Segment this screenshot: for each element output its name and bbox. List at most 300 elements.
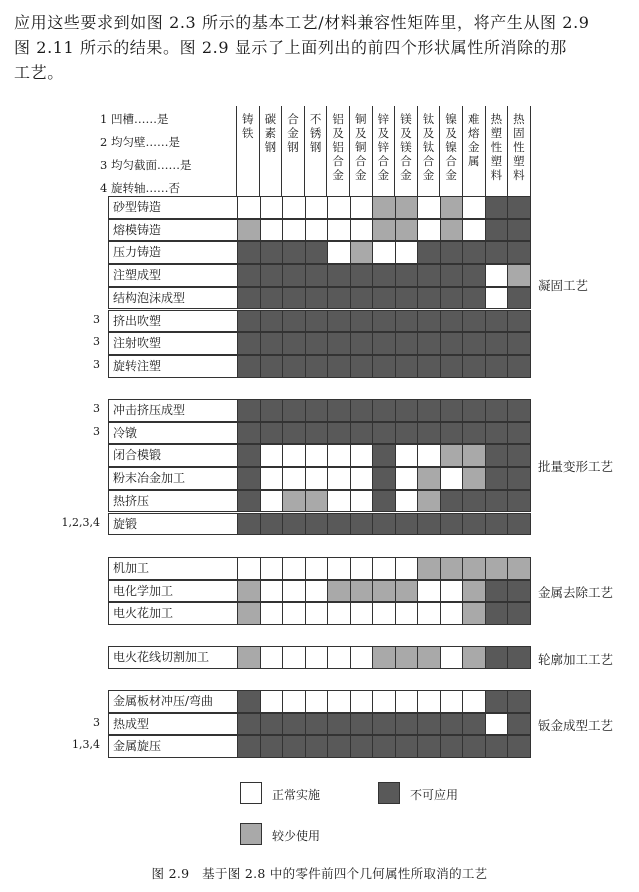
matrix-cell xyxy=(283,580,306,603)
material-column-header: 不 锈 钢 xyxy=(305,106,328,196)
matrix-cell xyxy=(328,490,351,513)
matrix-cell xyxy=(396,332,419,355)
process-label: 挤出吹塑 xyxy=(108,310,237,333)
matrix-cell xyxy=(373,690,396,713)
process-group-label: 轮廓加工工艺 xyxy=(538,652,614,667)
matrix-cell xyxy=(328,310,351,333)
matrix-cell xyxy=(463,332,486,355)
material-column-header: 铝 及 铝 合 金 xyxy=(327,106,350,196)
process-label: 熔模铸造 xyxy=(108,219,237,242)
intro-line-2: 图 2.11 所示的结果。图 2.9 显示了上面列出的前四个形状属性所消除的那 xyxy=(14,38,567,57)
matrix-cell xyxy=(396,602,419,625)
matrix-cell xyxy=(328,399,351,422)
matrix-cell xyxy=(261,355,284,378)
matrix-cell xyxy=(418,332,441,355)
matrix-cell xyxy=(237,355,261,378)
matrix-cell xyxy=(237,287,261,310)
matrix-cell xyxy=(328,355,351,378)
row-cells xyxy=(237,422,531,445)
matrix-cell xyxy=(441,467,464,490)
matrix-cell xyxy=(418,602,441,625)
process-row xyxy=(0,332,639,355)
matrix-cell xyxy=(396,690,419,713)
process-label: 旋转注塑 xyxy=(108,355,237,378)
matrix-cell xyxy=(396,580,419,603)
row-criteria-mark: 3 xyxy=(93,715,100,729)
matrix-cell xyxy=(418,713,441,736)
matrix-cell xyxy=(306,355,329,378)
matrix-cell xyxy=(486,422,509,445)
row-cells xyxy=(237,399,531,422)
process-row xyxy=(0,602,639,625)
matrix-cell xyxy=(486,690,509,713)
matrix-cell xyxy=(283,444,306,467)
matrix-cell xyxy=(328,332,351,355)
matrix-cell xyxy=(306,580,329,603)
matrix-cell xyxy=(508,287,531,310)
matrix-cell xyxy=(396,241,419,264)
matrix-cell xyxy=(261,399,284,422)
matrix-cell xyxy=(486,399,509,422)
matrix-cell xyxy=(508,444,531,467)
matrix-cell xyxy=(351,332,374,355)
matrix-cell xyxy=(441,444,464,467)
matrix-cell xyxy=(441,399,464,422)
matrix-cell xyxy=(261,219,284,242)
criteria-list xyxy=(100,108,235,200)
matrix-cell xyxy=(486,735,509,758)
process-label: 热挤压 xyxy=(108,490,237,513)
process-label: 金属板材冲压/弯曲 xyxy=(108,690,237,713)
matrix-cell xyxy=(463,287,486,310)
row-cells xyxy=(237,467,531,490)
matrix-cell xyxy=(441,602,464,625)
matrix-cell xyxy=(463,713,486,736)
material-column-header: 热 塑 性 塑 料 xyxy=(486,106,509,196)
matrix-cell xyxy=(441,735,464,758)
row-cells xyxy=(237,332,531,355)
process-group-label: 凝固工艺 xyxy=(538,278,589,293)
matrix-cell xyxy=(351,467,374,490)
matrix-cell xyxy=(261,422,284,445)
matrix-cell xyxy=(486,513,509,536)
matrix-cell xyxy=(396,399,419,422)
criterion: 3 均匀截面……是 xyxy=(100,158,192,172)
matrix-cell xyxy=(373,467,396,490)
matrix-cell xyxy=(237,241,261,264)
matrix-cell xyxy=(373,287,396,310)
matrix-cell xyxy=(306,399,329,422)
matrix-cell xyxy=(283,735,306,758)
process-row xyxy=(0,310,639,333)
legend-label-rarely-used: 较少使用 xyxy=(272,829,321,843)
matrix-cell xyxy=(486,557,509,580)
row-cells xyxy=(237,287,531,310)
matrix-cell xyxy=(486,467,509,490)
process-label: 结构泡沫成型 xyxy=(108,287,237,310)
matrix-cell xyxy=(508,196,531,219)
matrix-cell xyxy=(441,332,464,355)
matrix-cell xyxy=(351,602,374,625)
matrix-cell xyxy=(351,513,374,536)
matrix-cell xyxy=(328,690,351,713)
matrix-cell xyxy=(283,399,306,422)
matrix-cell xyxy=(418,241,441,264)
process-row xyxy=(0,690,639,713)
matrix-cell xyxy=(306,735,329,758)
matrix-cell xyxy=(373,602,396,625)
matrix-cell xyxy=(463,513,486,536)
legend-label-normal: 正常实施 xyxy=(272,788,321,802)
matrix-cell xyxy=(486,310,509,333)
matrix-cell xyxy=(261,735,284,758)
process-label: 电化学加工 xyxy=(108,580,237,603)
matrix-cell xyxy=(237,467,261,490)
row-cells xyxy=(237,219,531,242)
matrix-cell xyxy=(283,602,306,625)
matrix-cell xyxy=(237,196,261,219)
matrix-cell xyxy=(441,690,464,713)
row-cells xyxy=(237,355,531,378)
matrix-cell xyxy=(486,713,509,736)
matrix-cell xyxy=(463,219,486,242)
matrix-cell xyxy=(306,713,329,736)
matrix-cell xyxy=(508,241,531,264)
matrix-cell xyxy=(418,557,441,580)
matrix-cell xyxy=(418,399,441,422)
matrix-cell xyxy=(441,713,464,736)
matrix-cell xyxy=(237,310,261,333)
matrix-cell xyxy=(373,196,396,219)
matrix-cell xyxy=(261,332,284,355)
matrix-cell xyxy=(351,219,374,242)
matrix-cell xyxy=(351,713,374,736)
matrix-cell xyxy=(283,310,306,333)
matrix-cell xyxy=(328,444,351,467)
process-group-label: 金属去除工艺 xyxy=(538,585,614,600)
matrix-cell xyxy=(328,241,351,264)
matrix-cell xyxy=(237,557,261,580)
process-label: 机加工 xyxy=(108,557,237,580)
matrix-cell xyxy=(373,219,396,242)
matrix-cell xyxy=(306,422,329,445)
matrix-cell xyxy=(441,196,464,219)
matrix-cell xyxy=(441,355,464,378)
matrix-cell xyxy=(328,735,351,758)
matrix-cell xyxy=(306,646,329,669)
matrix-cell xyxy=(261,602,284,625)
matrix-cell xyxy=(306,557,329,580)
matrix-cell xyxy=(283,219,306,242)
matrix-cell xyxy=(508,580,531,603)
legend-swatch-normal xyxy=(240,782,262,804)
material-column-header: 碳 素 钢 xyxy=(260,106,283,196)
matrix-cell xyxy=(261,580,284,603)
matrix-cell xyxy=(508,690,531,713)
matrix-cell xyxy=(396,513,419,536)
matrix-cell xyxy=(441,580,464,603)
matrix-cell xyxy=(261,444,284,467)
matrix-cell xyxy=(441,219,464,242)
matrix-cell xyxy=(441,557,464,580)
matrix-cell xyxy=(508,422,531,445)
matrix-cell xyxy=(283,513,306,536)
row-criteria-mark: 3 xyxy=(93,424,100,438)
matrix-cell xyxy=(328,580,351,603)
matrix-cell xyxy=(486,241,509,264)
matrix-cell xyxy=(328,602,351,625)
matrix-cell xyxy=(237,444,261,467)
matrix-cell xyxy=(328,264,351,287)
matrix-cell xyxy=(237,399,261,422)
matrix-cell xyxy=(463,580,486,603)
process-label: 砂型铸造 xyxy=(108,196,237,219)
row-cells xyxy=(237,646,531,669)
material-column-header: 合 金 钢 xyxy=(282,106,305,196)
matrix-cell xyxy=(463,310,486,333)
matrix-cell xyxy=(463,690,486,713)
matrix-cell xyxy=(261,490,284,513)
material-column-header: 铜 及 铜 合 金 xyxy=(350,106,373,196)
matrix-cell xyxy=(441,513,464,536)
matrix-cell xyxy=(283,713,306,736)
matrix-cell xyxy=(396,219,419,242)
matrix-cell xyxy=(237,580,261,603)
matrix-cell xyxy=(306,490,329,513)
matrix-cell xyxy=(463,444,486,467)
process-label: 电火花线切割加工 xyxy=(108,646,237,669)
matrix-cell xyxy=(283,287,306,310)
matrix-cell xyxy=(486,196,509,219)
matrix-cell xyxy=(508,399,531,422)
matrix-cell xyxy=(328,513,351,536)
matrix-cell xyxy=(508,310,531,333)
matrix-cell xyxy=(508,713,531,736)
matrix-cell xyxy=(283,332,306,355)
matrix-cell xyxy=(441,490,464,513)
row-cells xyxy=(237,602,531,625)
process-group-label: 钣金成型工艺 xyxy=(538,718,614,733)
matrix-cell xyxy=(373,444,396,467)
matrix-cell xyxy=(486,332,509,355)
legend-label-not-applicable: 不可应用 xyxy=(410,788,459,802)
matrix-cell xyxy=(508,467,531,490)
matrix-cell xyxy=(373,557,396,580)
matrix-cell xyxy=(441,287,464,310)
matrix-cell xyxy=(351,287,374,310)
row-cells xyxy=(237,690,531,713)
matrix-cell xyxy=(237,332,261,355)
matrix-cell xyxy=(418,219,441,242)
matrix-cell xyxy=(237,690,261,713)
matrix-cell xyxy=(418,735,441,758)
matrix-cell xyxy=(261,713,284,736)
process-label: 热成型 xyxy=(108,713,237,736)
criterion: 1 凹槽……是 xyxy=(100,112,169,126)
matrix-cell xyxy=(486,264,509,287)
matrix-cell xyxy=(237,422,261,445)
matrix-cell xyxy=(508,513,531,536)
matrix-cell xyxy=(306,444,329,467)
matrix-cell xyxy=(508,355,531,378)
matrix-cell xyxy=(373,399,396,422)
row-cells xyxy=(237,310,531,333)
matrix-cell xyxy=(351,557,374,580)
material-column-header: 难 熔 金 属 xyxy=(463,106,486,196)
process-row xyxy=(0,219,639,242)
matrix-cell xyxy=(418,646,441,669)
matrix-cell xyxy=(306,219,329,242)
matrix-cell xyxy=(306,241,329,264)
matrix-cell xyxy=(261,646,284,669)
matrix-cell xyxy=(283,690,306,713)
matrix-cell xyxy=(261,196,284,219)
matrix-cell xyxy=(283,264,306,287)
matrix-cell xyxy=(373,310,396,333)
matrix-cell xyxy=(261,513,284,536)
process-row xyxy=(0,557,639,580)
row-criteria-mark: 1,3,4 xyxy=(72,738,100,752)
matrix-cell xyxy=(463,467,486,490)
matrix-cell xyxy=(261,310,284,333)
matrix-cell xyxy=(306,287,329,310)
row-criteria-mark: 3 xyxy=(93,357,100,371)
matrix-cell xyxy=(283,467,306,490)
matrix-cell xyxy=(306,467,329,490)
process-label: 冷镦 xyxy=(108,422,237,445)
matrix-cell xyxy=(373,241,396,264)
matrix-cell xyxy=(463,735,486,758)
process-row xyxy=(0,399,639,422)
matrix-cell xyxy=(351,490,374,513)
matrix-cell xyxy=(418,422,441,445)
material-column-header: 镍 及 镍 合 金 xyxy=(440,106,463,196)
matrix-cell xyxy=(396,490,419,513)
matrix-cell xyxy=(418,444,441,467)
row-cells xyxy=(237,713,531,736)
matrix-cell xyxy=(351,196,374,219)
matrix-cell xyxy=(463,399,486,422)
matrix-cell xyxy=(306,310,329,333)
legend-swatch-rarely-used xyxy=(240,823,262,845)
matrix-cell xyxy=(373,646,396,669)
process-label: 闭合模锻 xyxy=(108,444,237,467)
matrix-cell xyxy=(283,646,306,669)
material-column-header: 热 固 性 塑 料 xyxy=(508,106,531,196)
matrix-cell xyxy=(396,310,419,333)
matrix-cell xyxy=(441,646,464,669)
figure-caption: 图 2.9 基于图 2.8 中的零件前四个几何属性所取消的工艺 xyxy=(151,866,488,881)
matrix-cell xyxy=(306,332,329,355)
matrix-cell xyxy=(486,355,509,378)
row-cells xyxy=(237,444,531,467)
process-label: 金属旋压 xyxy=(108,735,237,758)
row-criteria-mark: 3 xyxy=(93,312,100,326)
process-row xyxy=(0,490,639,513)
matrix-cell xyxy=(306,196,329,219)
material-column-header: 镁 及 镁 合 金 xyxy=(395,106,418,196)
matrix-cell xyxy=(373,490,396,513)
matrix-cell xyxy=(237,513,261,536)
matrix-cell xyxy=(373,735,396,758)
matrix-cell xyxy=(351,690,374,713)
matrix-cell xyxy=(508,219,531,242)
intro-line-1: 应用这些要求到如图 2.3 所示的基本工艺/材料兼容性矩阵里，将产生从图 2.9 xyxy=(14,13,590,32)
matrix-cell xyxy=(463,422,486,445)
matrix-cell xyxy=(396,355,419,378)
process-label: 旋锻 xyxy=(108,513,237,536)
row-cells xyxy=(237,735,531,758)
matrix-cell xyxy=(373,332,396,355)
row-cells xyxy=(237,264,531,287)
matrix-cell xyxy=(237,219,261,242)
matrix-cell xyxy=(441,422,464,445)
matrix-cell xyxy=(418,264,441,287)
matrix-cell xyxy=(441,241,464,264)
matrix-cell xyxy=(396,422,419,445)
matrix-cell xyxy=(418,310,441,333)
process-row xyxy=(0,735,639,758)
matrix-cell xyxy=(351,241,374,264)
criterion: 2 均匀壁……是 xyxy=(100,135,180,149)
matrix-cell xyxy=(463,490,486,513)
process-row xyxy=(0,241,639,264)
criterion: 4 旋转轴……否 xyxy=(100,181,180,195)
matrix-cell xyxy=(351,264,374,287)
row-cells xyxy=(237,513,531,536)
row-criteria-mark: 1,2,3,4 xyxy=(61,515,100,529)
matrix-cell xyxy=(463,646,486,669)
matrix-cell xyxy=(418,690,441,713)
matrix-cell xyxy=(261,241,284,264)
matrix-cell xyxy=(463,196,486,219)
matrix-cell xyxy=(283,241,306,264)
matrix-cell xyxy=(261,690,284,713)
material-column-header: 钛 及 钛 合 金 xyxy=(418,106,441,196)
process-label: 注塑成型 xyxy=(108,264,237,287)
process-label: 注射吹塑 xyxy=(108,332,237,355)
matrix-cell xyxy=(306,690,329,713)
matrix-cell xyxy=(237,264,261,287)
matrix-cell xyxy=(396,444,419,467)
row-criteria-mark: 3 xyxy=(93,335,100,349)
matrix-cell xyxy=(486,219,509,242)
material-header xyxy=(236,106,533,196)
matrix-cell xyxy=(261,557,284,580)
process-label: 冲击挤压成型 xyxy=(108,399,237,422)
matrix-cell xyxy=(306,513,329,536)
matrix-cell xyxy=(508,602,531,625)
matrix-cell xyxy=(508,735,531,758)
matrix-cell xyxy=(237,602,261,625)
process-label: 粉末冶金加工 xyxy=(108,467,237,490)
matrix-cell xyxy=(486,287,509,310)
matrix-cell xyxy=(373,422,396,445)
matrix-cell xyxy=(328,713,351,736)
process-row xyxy=(0,355,639,378)
matrix-cell xyxy=(351,355,374,378)
matrix-cell xyxy=(418,580,441,603)
matrix-cell xyxy=(261,287,284,310)
matrix-cell xyxy=(351,422,374,445)
row-cells xyxy=(237,196,531,219)
row-criteria-mark: 3 xyxy=(93,402,100,415)
matrix-cell xyxy=(283,490,306,513)
matrix-cell xyxy=(261,467,284,490)
matrix-cell xyxy=(283,422,306,445)
row-cells xyxy=(237,241,531,264)
matrix-cell xyxy=(328,557,351,580)
